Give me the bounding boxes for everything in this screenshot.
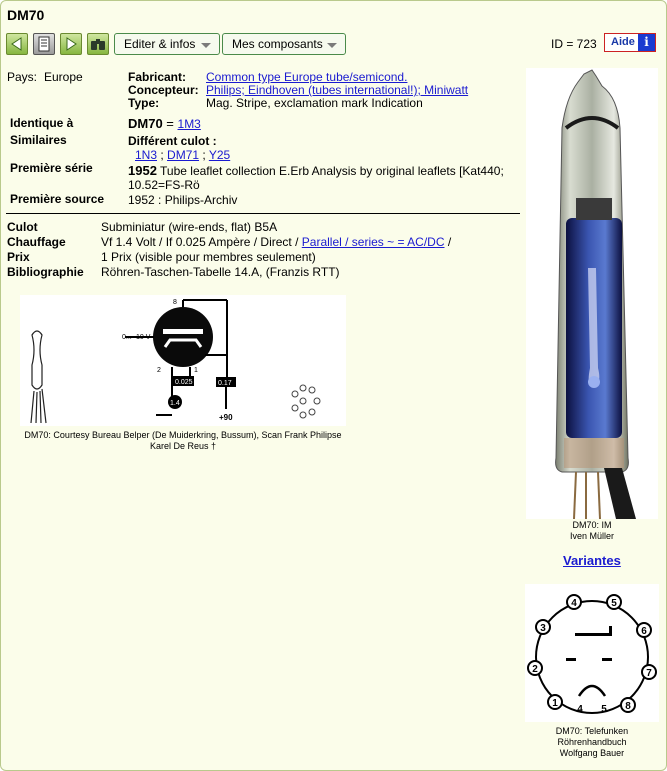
document-list-icon (36, 36, 52, 52)
similar-link-1n3[interactable]: 1N3 (135, 148, 158, 162)
edit-info-dropdown[interactable] (114, 33, 220, 55)
edit-info-label: Editer & infos (124, 37, 196, 51)
pin-left-label: 2 (157, 367, 161, 374)
country-label: Pays: (7, 70, 38, 84)
pin-5-label: 5 (611, 598, 617, 609)
first-source-value: 1952 : Philips-Archiv (128, 193, 238, 207)
heater-voltage-label: 1.4 (170, 400, 180, 407)
identical-link-1m3[interactable]: 1M3 (177, 117, 201, 131)
first-series-year: 1952 (128, 163, 157, 178)
pinout-caption (525, 726, 659, 759)
section-divider (6, 213, 520, 214)
bibliography-label: Bibliographie (7, 265, 84, 279)
manufacturer-link[interactable]: Common type Europe tube/semicond. (206, 70, 408, 84)
previous-button[interactable] (6, 33, 28, 55)
bibliography-value: Röhren-Taschen-Tabelle 14.A, (Franzis RTT) (101, 265, 340, 279)
binoculars-icon (90, 36, 106, 52)
info-icon: i (638, 34, 655, 51)
similar-link-dm71[interactable]: DM71 (167, 148, 200, 162)
tube-id: ID = 723 (551, 37, 597, 51)
identical-tube-name: DM70 (128, 116, 163, 131)
search-button[interactable] (87, 33, 109, 55)
first-series-text-line2: 10.52=FS-Rö (128, 178, 200, 192)
heating-label: Chauffage (7, 235, 66, 249)
inner-pin-right-label: 5 (601, 704, 607, 715)
heating-tail: / (444, 235, 452, 249)
tube-photo[interactable] (526, 68, 658, 519)
chevron-down-icon (201, 43, 211, 48)
schematic-caption (0, 430, 366, 452)
arrow-right-icon (63, 36, 79, 52)
variants-link[interactable]: Variantes (563, 553, 621, 568)
photo-caption (526, 520, 658, 542)
similar-separator: ; (199, 148, 209, 162)
help-label: Aide (611, 36, 635, 48)
manufacturer-label: Fabricant: (128, 70, 187, 84)
pin-8-label: 8 (625, 701, 631, 712)
parallel-series-link[interactable]: Parallel / series ~ = AC/DC (301, 235, 445, 249)
pinout-diagram (525, 584, 659, 722)
my-components-dropdown[interactable] (222, 33, 346, 55)
designer-label: Concepteur: (128, 83, 199, 97)
schematic-image[interactable] (20, 295, 346, 426)
inner-pin-left-label: 4 (577, 704, 583, 715)
photo-caption-line2: Iven Müller (569, 531, 614, 541)
help-button[interactable] (604, 33, 656, 52)
circuit-diagram (20, 295, 346, 426)
different-base-label: Différent culot : (128, 134, 217, 148)
resistor-2-label: 0.17 (218, 380, 232, 387)
heating-value (101, 235, 451, 249)
page-title: DM70 (7, 7, 45, 23)
first-series-value (128, 163, 504, 178)
list-button[interactable] (33, 33, 55, 55)
identical-label: Identique à (10, 116, 74, 130)
pinout-caption-line3: Wolfgang Bauer (559, 748, 625, 758)
country-value: Europe (44, 70, 83, 84)
pin-3-label: 3 (540, 623, 546, 634)
heating-text: Vf 1.4 Volt / If 0.025 Ampère / Direct / (101, 235, 302, 249)
similar-separator: ; (157, 148, 168, 162)
grid-voltage-label: 0... -10 V (122, 334, 151, 341)
photo-caption-line1: DM70: IM (572, 520, 612, 530)
arrow-left-icon (9, 36, 25, 52)
pin-circle-icon (292, 385, 320, 418)
pin-top-label: 8 (173, 299, 177, 306)
pinout-caption-line1: DM70: Telefunken (555, 726, 629, 736)
designer-link[interactable]: Philips; Eindhoven (tubes international!); Miniwatt (206, 83, 469, 97)
base-value: Subminiatur (wire-ends, flat) B5A (101, 220, 278, 234)
tube-outline-icon (31, 331, 46, 423)
first-series-label: Première série (10, 161, 93, 175)
first-source-label: Première source (10, 192, 105, 206)
supply-voltage-label: +90 (219, 413, 233, 422)
type-value: Mag. Stripe, exclamation mark Indication (206, 96, 423, 110)
similar-label: Similaires (10, 133, 67, 147)
pinout-caption-line2: Röhrenhandbuch (557, 737, 627, 747)
chevron-down-icon (327, 43, 337, 48)
pin-bottom-label: 1 (194, 367, 198, 374)
pin-6-label: 6 (641, 626, 647, 637)
price-label: Prix (7, 250, 30, 264)
pin-1-label: 1 (552, 698, 558, 709)
resistor-1-label: 0.025 (175, 379, 193, 386)
my-components-label: Mes composants (232, 37, 323, 51)
schematic-caption-line1: DM70: Courtesy Bureau Belper (De Muiderkring, Bussum), Scan Frank Philipse (24, 430, 342, 440)
next-button[interactable] (60, 33, 82, 55)
similar-links (135, 148, 230, 162)
tube-photo-image (526, 68, 658, 519)
first-series-text: Tube leaflet collection E.Erb Analysis by original leaflets [Kat440; (156, 164, 504, 178)
identical-value (128, 116, 201, 131)
type-label: Type: (128, 96, 160, 110)
price-value: 1 Prix (visible pour membres seulement) (101, 250, 316, 264)
schematic-caption-line2: Karel De Reus † (149, 441, 217, 451)
pin-4-label: 4 (571, 598, 577, 609)
pin-2-label: 2 (532, 664, 538, 675)
pin-7-label: 7 (646, 668, 652, 679)
identical-eq: = (162, 116, 178, 131)
similar-link-y25[interactable]: Y25 (208, 148, 231, 162)
pinout-image[interactable] (525, 584, 659, 722)
base-label: Culot (7, 220, 38, 234)
